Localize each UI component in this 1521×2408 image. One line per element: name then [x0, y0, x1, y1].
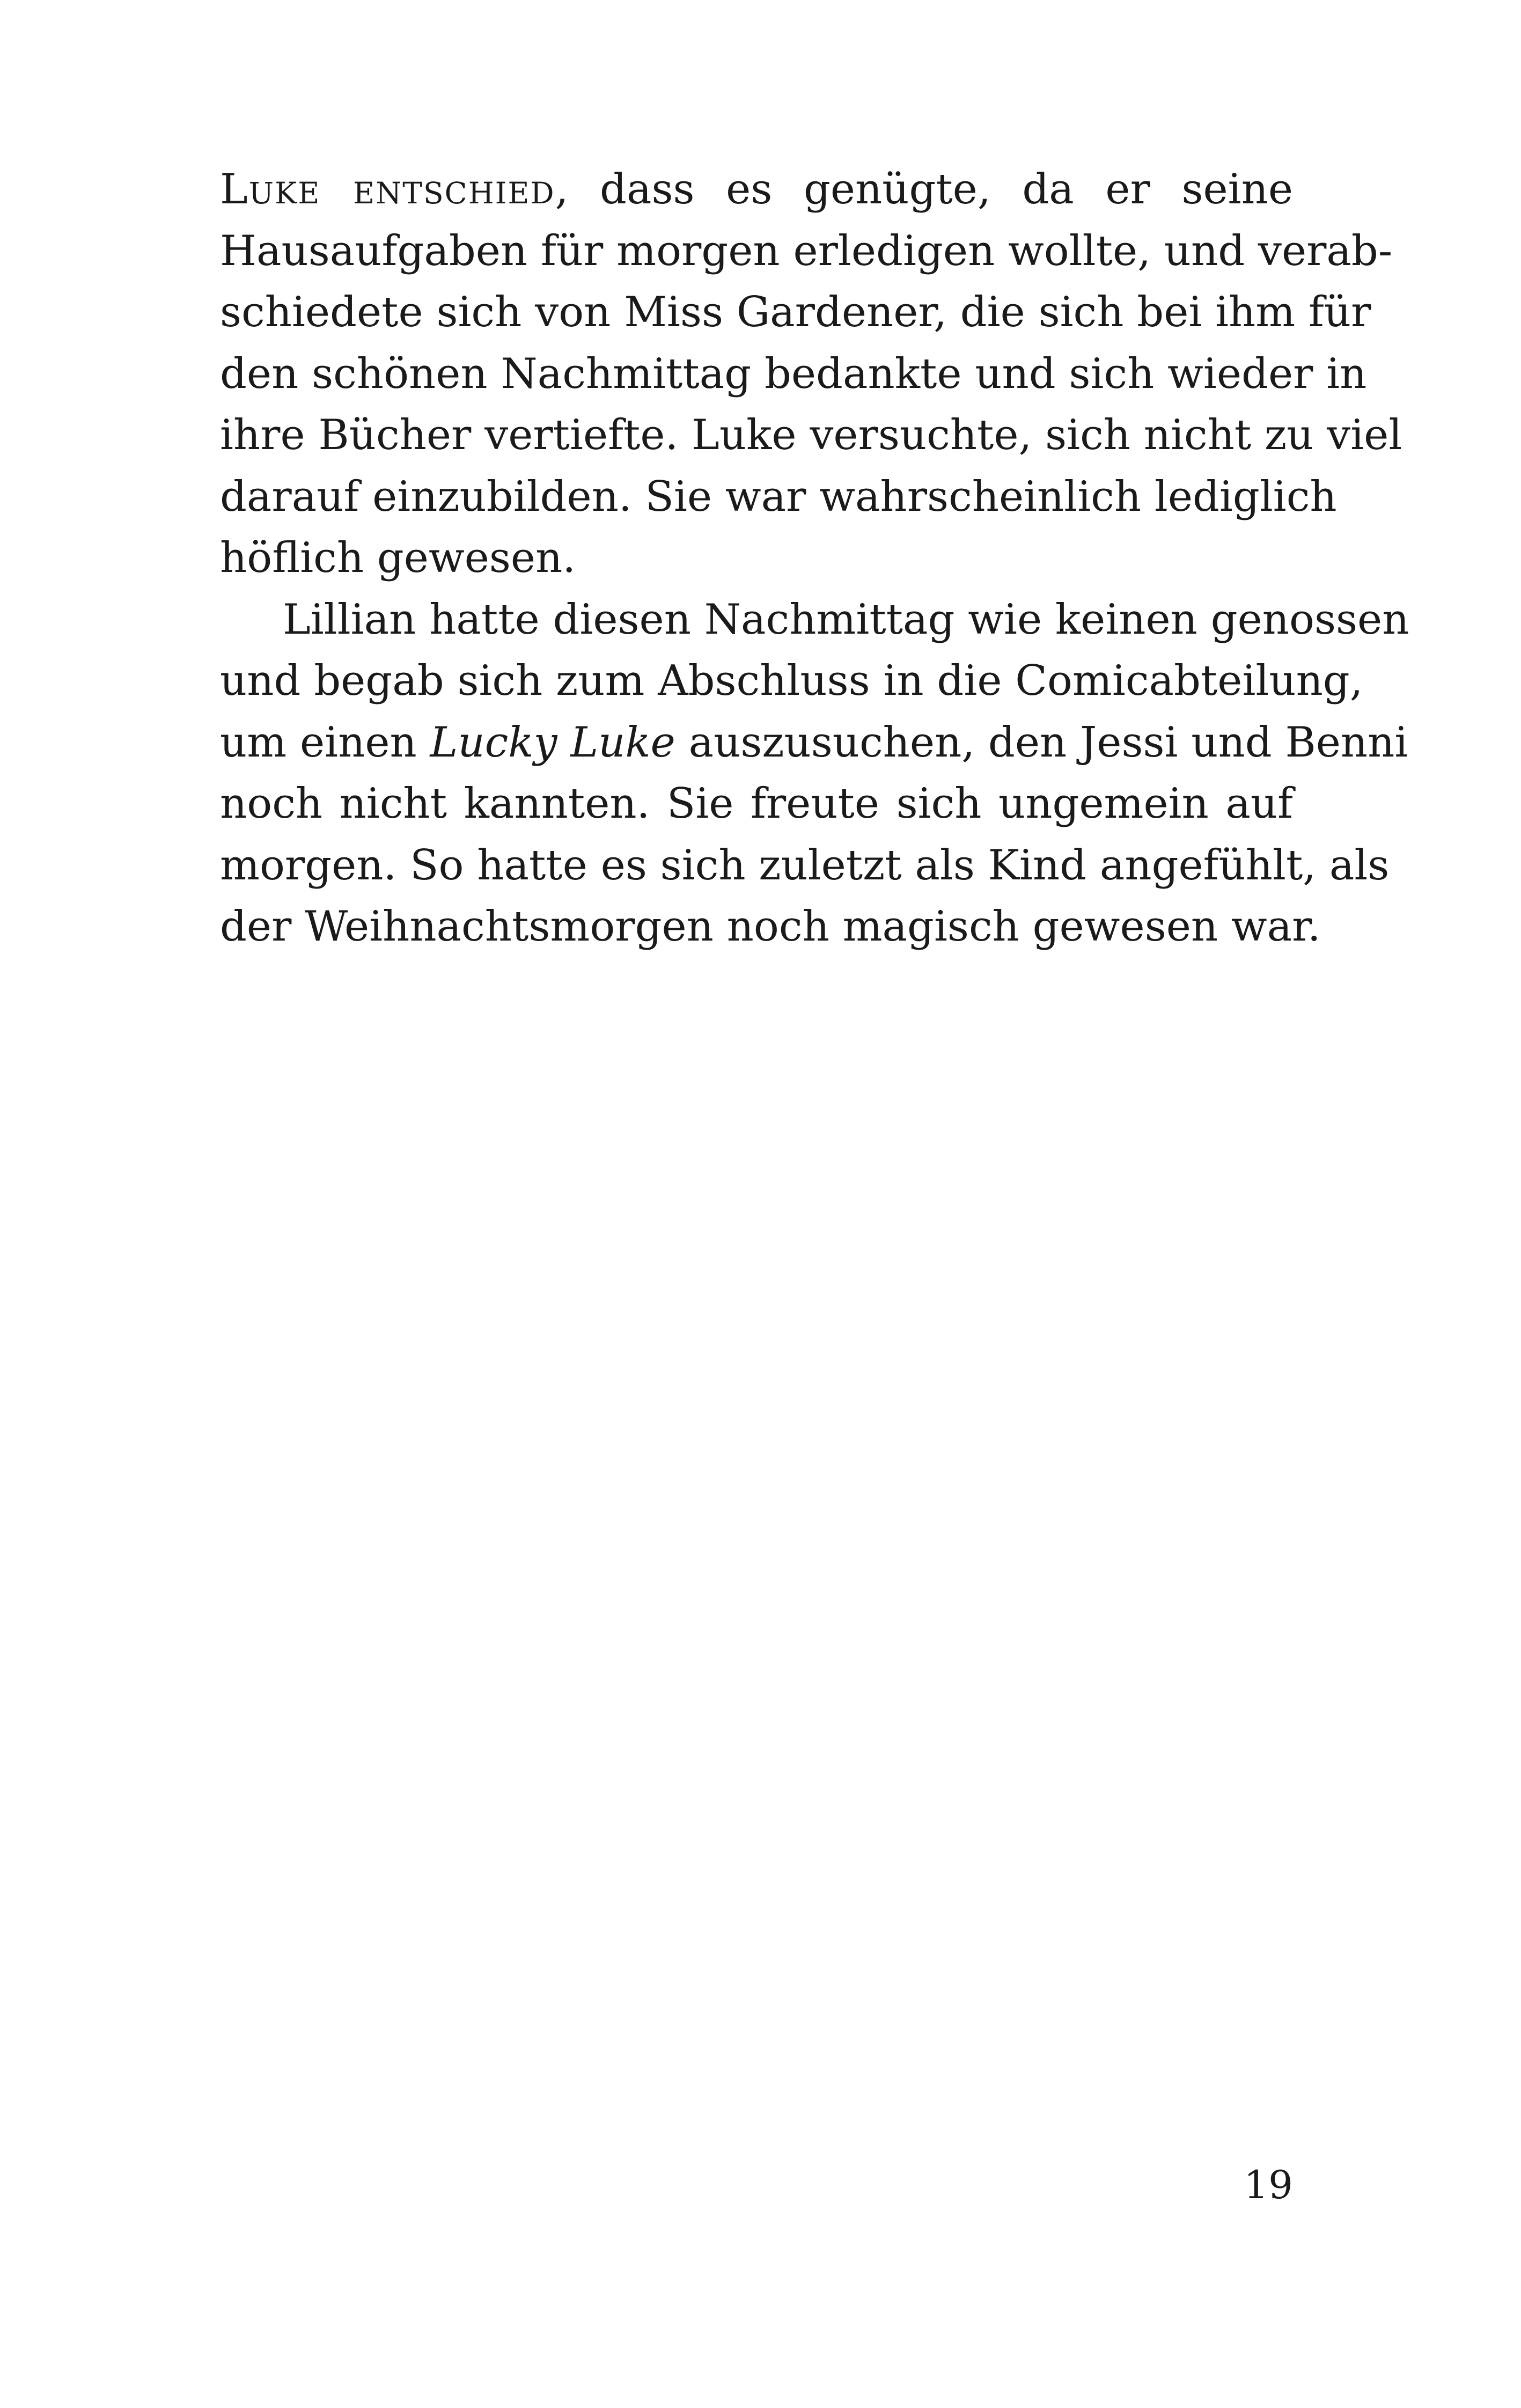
- paragraph-line: darauf einzubilden. Sie war wahrscheinlich lediglich: [220, 472, 1337, 521]
- body-text: [220, 159, 1409, 958]
- book-title-italic: Lucky Luke: [430, 718, 675, 767]
- paragraph-line: der Weihnachtsmorgen noch magisch gewesen war.: [220, 902, 1321, 951]
- paragraph-2: [220, 589, 1409, 958]
- page-number: 19: [1244, 2162, 1293, 2207]
- paragraph-line: und begab sich zum Abschluss in die Comicabteilung,: [220, 657, 1363, 705]
- line-text: , dass es genügte, da er seine: [555, 165, 1293, 214]
- paragraph-line: noch nicht kannten. Sie freute sich ungemein auf: [220, 780, 1293, 828]
- paragraph-line: schiedete sich von Miss Gardener, die sich bei ihm für: [220, 288, 1371, 336]
- line-text: um einen: [220, 718, 430, 767]
- chapter-lead-smallcaps: Luke entschied: [220, 165, 555, 214]
- line-text: auszusuchen, den Jessi und Benni: [675, 718, 1408, 767]
- paragraph-line: Hausaufgaben für morgen erledigen wollte, und verab-: [220, 226, 1393, 275]
- paragraph-line: [220, 712, 1408, 774]
- paragraph-line: ihre Bücher vertiefte. Luke versuchte, sich nicht zu viel: [220, 411, 1402, 459]
- paragraph-line: [220, 159, 1293, 221]
- paragraph-line: morgen. So hatte es sich zuletzt als Kind angefühlt, als: [220, 841, 1390, 890]
- paragraph-line: höflich gewesen.: [220, 534, 576, 582]
- paragraph-line: den schönen Nachmittag bedankte und sich wieder in: [220, 349, 1367, 398]
- paragraph-line: Lillian hatte diesen Nachmittag wie keinen genossen: [283, 595, 1409, 644]
- paragraph-1: [220, 159, 1402, 589]
